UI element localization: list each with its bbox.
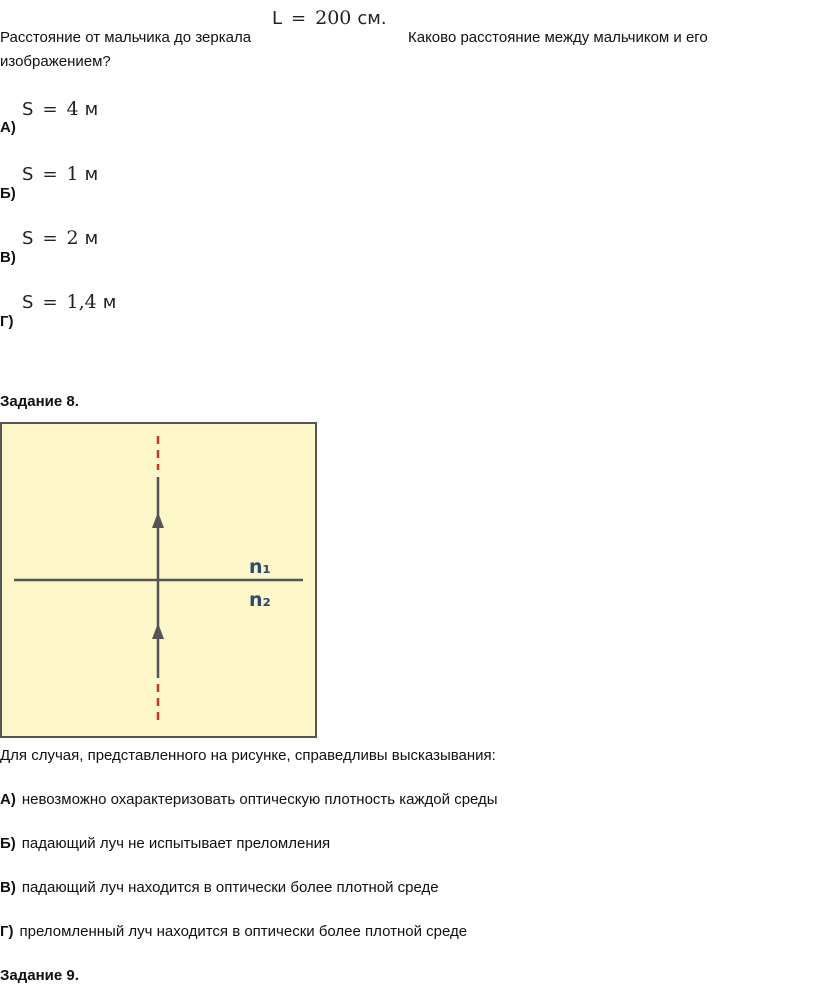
task8-option-d-text: преломленный луч находится в оптически более плотной среде (19, 923, 468, 940)
task8-option-c (0, 878, 439, 898)
question-text-part2: Каково расстояние между мальчиком и его (408, 29, 708, 46)
task8-option-c-label: В) (0, 879, 16, 896)
option-d-label: Г) (0, 313, 14, 330)
option-d-formula (22, 291, 116, 313)
option-b-var: S (22, 164, 34, 185)
label-n1: n₁ (249, 556, 271, 578)
option-b-formula (22, 163, 98, 185)
task8-heading: Задание 8. (0, 393, 79, 410)
option-a-unit: м (84, 99, 99, 120)
option-b-value: 1 (66, 163, 79, 185)
task8-option-d (0, 922, 467, 942)
refraction-diagram (0, 422, 317, 738)
task8-option-b-text: падающий луч не испытывает преломления (21, 835, 331, 852)
label-n2: n₂ (249, 589, 271, 611)
option-c-label: В) (0, 249, 16, 266)
task8-option-d-label: Г) (0, 923, 14, 940)
option-c-var: S (22, 228, 34, 249)
option-d-var: S (22, 292, 34, 313)
task8-option-b (0, 834, 330, 854)
task8-option-a-label: А) (0, 791, 16, 808)
option-d-unit: м (102, 292, 117, 313)
given-unit: см. (357, 8, 387, 29)
option-a-value: 4 (66, 98, 79, 120)
option-c-unit: м (84, 228, 99, 249)
option-c-value: 2 (66, 227, 79, 249)
task9-heading: Задание 9. (0, 967, 79, 984)
task8-option-a (0, 790, 498, 810)
given-value: 200 (315, 7, 352, 29)
question-text-line2: изображением? (0, 53, 111, 70)
option-c-formula (22, 227, 98, 249)
question-text-part1: Расстояние от мальчика до зеркала (0, 29, 252, 46)
option-a-label: А) (0, 119, 16, 136)
option-b-label: Б) (0, 185, 16, 202)
option-a-var: S (22, 99, 34, 120)
given-eq: = (291, 8, 307, 29)
given-var: L (272, 8, 283, 29)
option-a-formula (22, 98, 98, 120)
task8-option-a-text: невозможно охарактеризовать оптическую плотность каждой среды (21, 791, 498, 808)
option-d-eq: = (42, 292, 58, 313)
task8-prompt: Для случая, представленного на рисунке, справедливы высказывания: (0, 747, 496, 764)
given-formula (272, 7, 387, 29)
option-a-eq: = (42, 99, 58, 120)
task8-option-b-label: Б) (0, 835, 16, 852)
task8-option-c-text: падающий луч находится в оптически более плотной среде (21, 879, 439, 896)
option-b-eq: = (42, 164, 58, 185)
option-c-eq: = (42, 228, 58, 249)
option-b-unit: м (84, 164, 99, 185)
option-d-value: 1,4 (66, 291, 97, 313)
